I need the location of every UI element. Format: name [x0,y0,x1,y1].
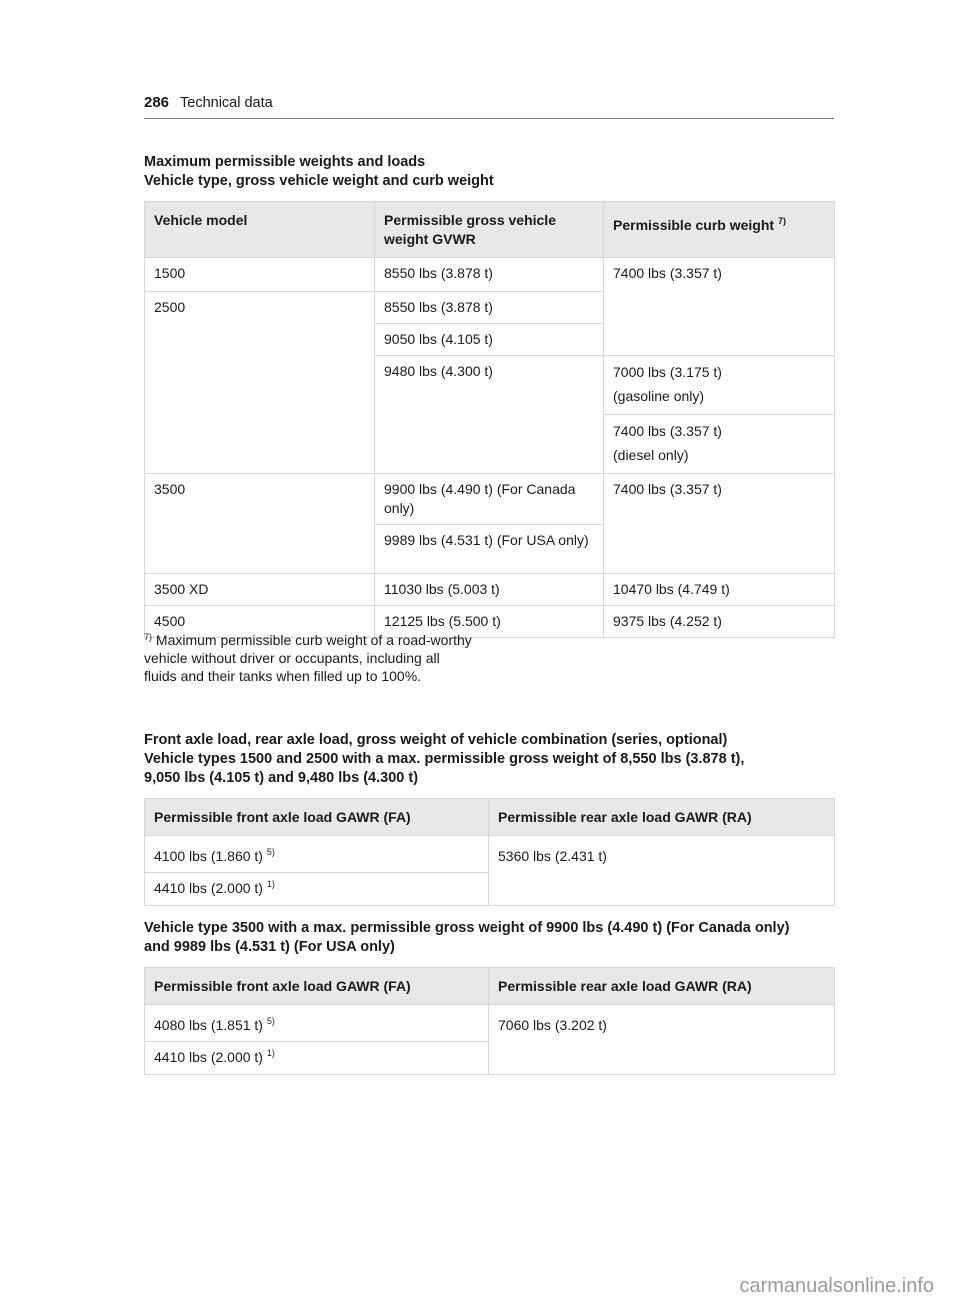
vehicle-model-cell: 2500 [145,292,375,474]
column-header: Permissible curb weight $^{7)}$ [604,202,835,258]
column-header: Permissible rear axle load GAWR (RA) [489,799,835,836]
table-header-row [145,202,835,258]
heading-line: Maximum permissible weights and loads [144,154,426,170]
gvwr-cell: 12125 lbs (5.500 t) [375,606,604,638]
curb-weight-cell: 7400 lbs (3.357 t) [604,474,835,574]
rear-axle-load-cell: 5360 lbs (2.431 t) [489,836,835,906]
vehicle-model-cell: 3500 XD [145,574,375,606]
column-header: Permissible rear axle load GAWR (RA) [489,968,835,1005]
heading-line: Front axle load, rear axle load, gross weight of vehicle combination (series, optional) [144,732,728,748]
section-heading-axle-loads [144,731,744,788]
front-axle-load-cell: 4100 lbs (1.860 t) $^{5)}$ [145,836,489,873]
curb-weight-cell: 10470 lbs (4.749 t) [604,574,835,606]
column-header: Permissible front axle load GAWR (FA) [145,968,489,1005]
table-header-row [145,799,835,836]
curb-weight-cell: 7000 lbs (3.175 t) (gasoline only) [604,356,835,415]
curb-weight-cell: 7400 lbs (3.357 t) [604,258,835,356]
watermark: carmanualsonline.info [739,1275,934,1297]
vehicle-model-cell: 4500 [145,606,375,638]
gvwr-cell: 11030 lbs (5.003 t) [375,574,604,606]
front-axle-load-cell: 4080 lbs (1.851 t) $^{5)}$ [145,1005,489,1042]
heading-line: and 9989 lbs (4.531 t) (For USA only) [144,939,395,955]
chapter-title: Technical data [180,95,273,111]
table-header-row [145,968,835,1005]
gvwr-cell: 8550 lbs (3.878 t) [375,292,604,324]
axle-load-table-1500-2500 [144,798,835,906]
axle-load-table-3500 [144,967,835,1075]
footnote-text: Maximum permissible curb weight of a road-worthy vehicle without driver or occupants, including all fluids and their tanks when filled up to 100%. [144,632,472,684]
gvwr-cell: 9989 lbs (4.531 t) (For USA only) [375,525,604,574]
page-header [144,94,834,119]
heading-line: Vehicle types 1500 and 2500 with a max. permissible gross weight of 8,550 lbs (3.878 t), [144,751,745,767]
curb-weight-cell: 9375 lbs (4.252 t) [604,606,835,638]
weights-table [144,201,835,638]
column-header: Vehicle model [145,202,375,258]
heading-line: 9,050 lbs (4.105 t) and 9,480 lbs (4.300 t) [144,770,419,786]
gvwr-cell: 9050 lbs (4.105 t) [375,324,604,356]
footnote-marker: 7) [144,632,153,642]
vehicle-model-cell: 1500 [145,258,375,292]
gvwr-cell: 8550 lbs (3.878 t) [375,258,604,292]
table-row [145,1005,835,1042]
column-header: Permissible gross vehicle weight GVWR [375,202,604,258]
table-row [145,574,835,606]
gvwr-cell: 9900 lbs (4.490 t) (For Canada only) [375,474,604,525]
table-row [145,474,835,525]
table-row [145,258,835,292]
vehicle-model-cell: 3500 [145,474,375,574]
footnote [144,631,474,685]
column-header: Permissible front axle load GAWR (FA) [145,799,489,836]
table-row [145,836,835,873]
rear-axle-load-cell: 7060 lbs (3.202 t) [489,1005,835,1075]
section-heading-weights [144,153,494,191]
heading-line: Vehicle type, gross vehicle weight and curb weight [144,173,494,189]
page-number: 286 [144,94,170,111]
section-heading-3500 [144,919,789,957]
gvwr-cell: 9480 lbs (4.300 t) [375,356,604,474]
curb-weight-cell: 7400 lbs (3.357 t) (diesel only) [604,415,835,474]
front-axle-load-cell: 4410 lbs (2.000 t) $^{1)}$ [145,873,489,906]
front-axle-load-cell: 4410 lbs (2.000 t) $^{1)}$ [145,1042,489,1075]
heading-line: Vehicle type 3500 with a max. permissible gross weight of 9900 lbs (4.490 t) (For Canada only) [144,920,790,936]
